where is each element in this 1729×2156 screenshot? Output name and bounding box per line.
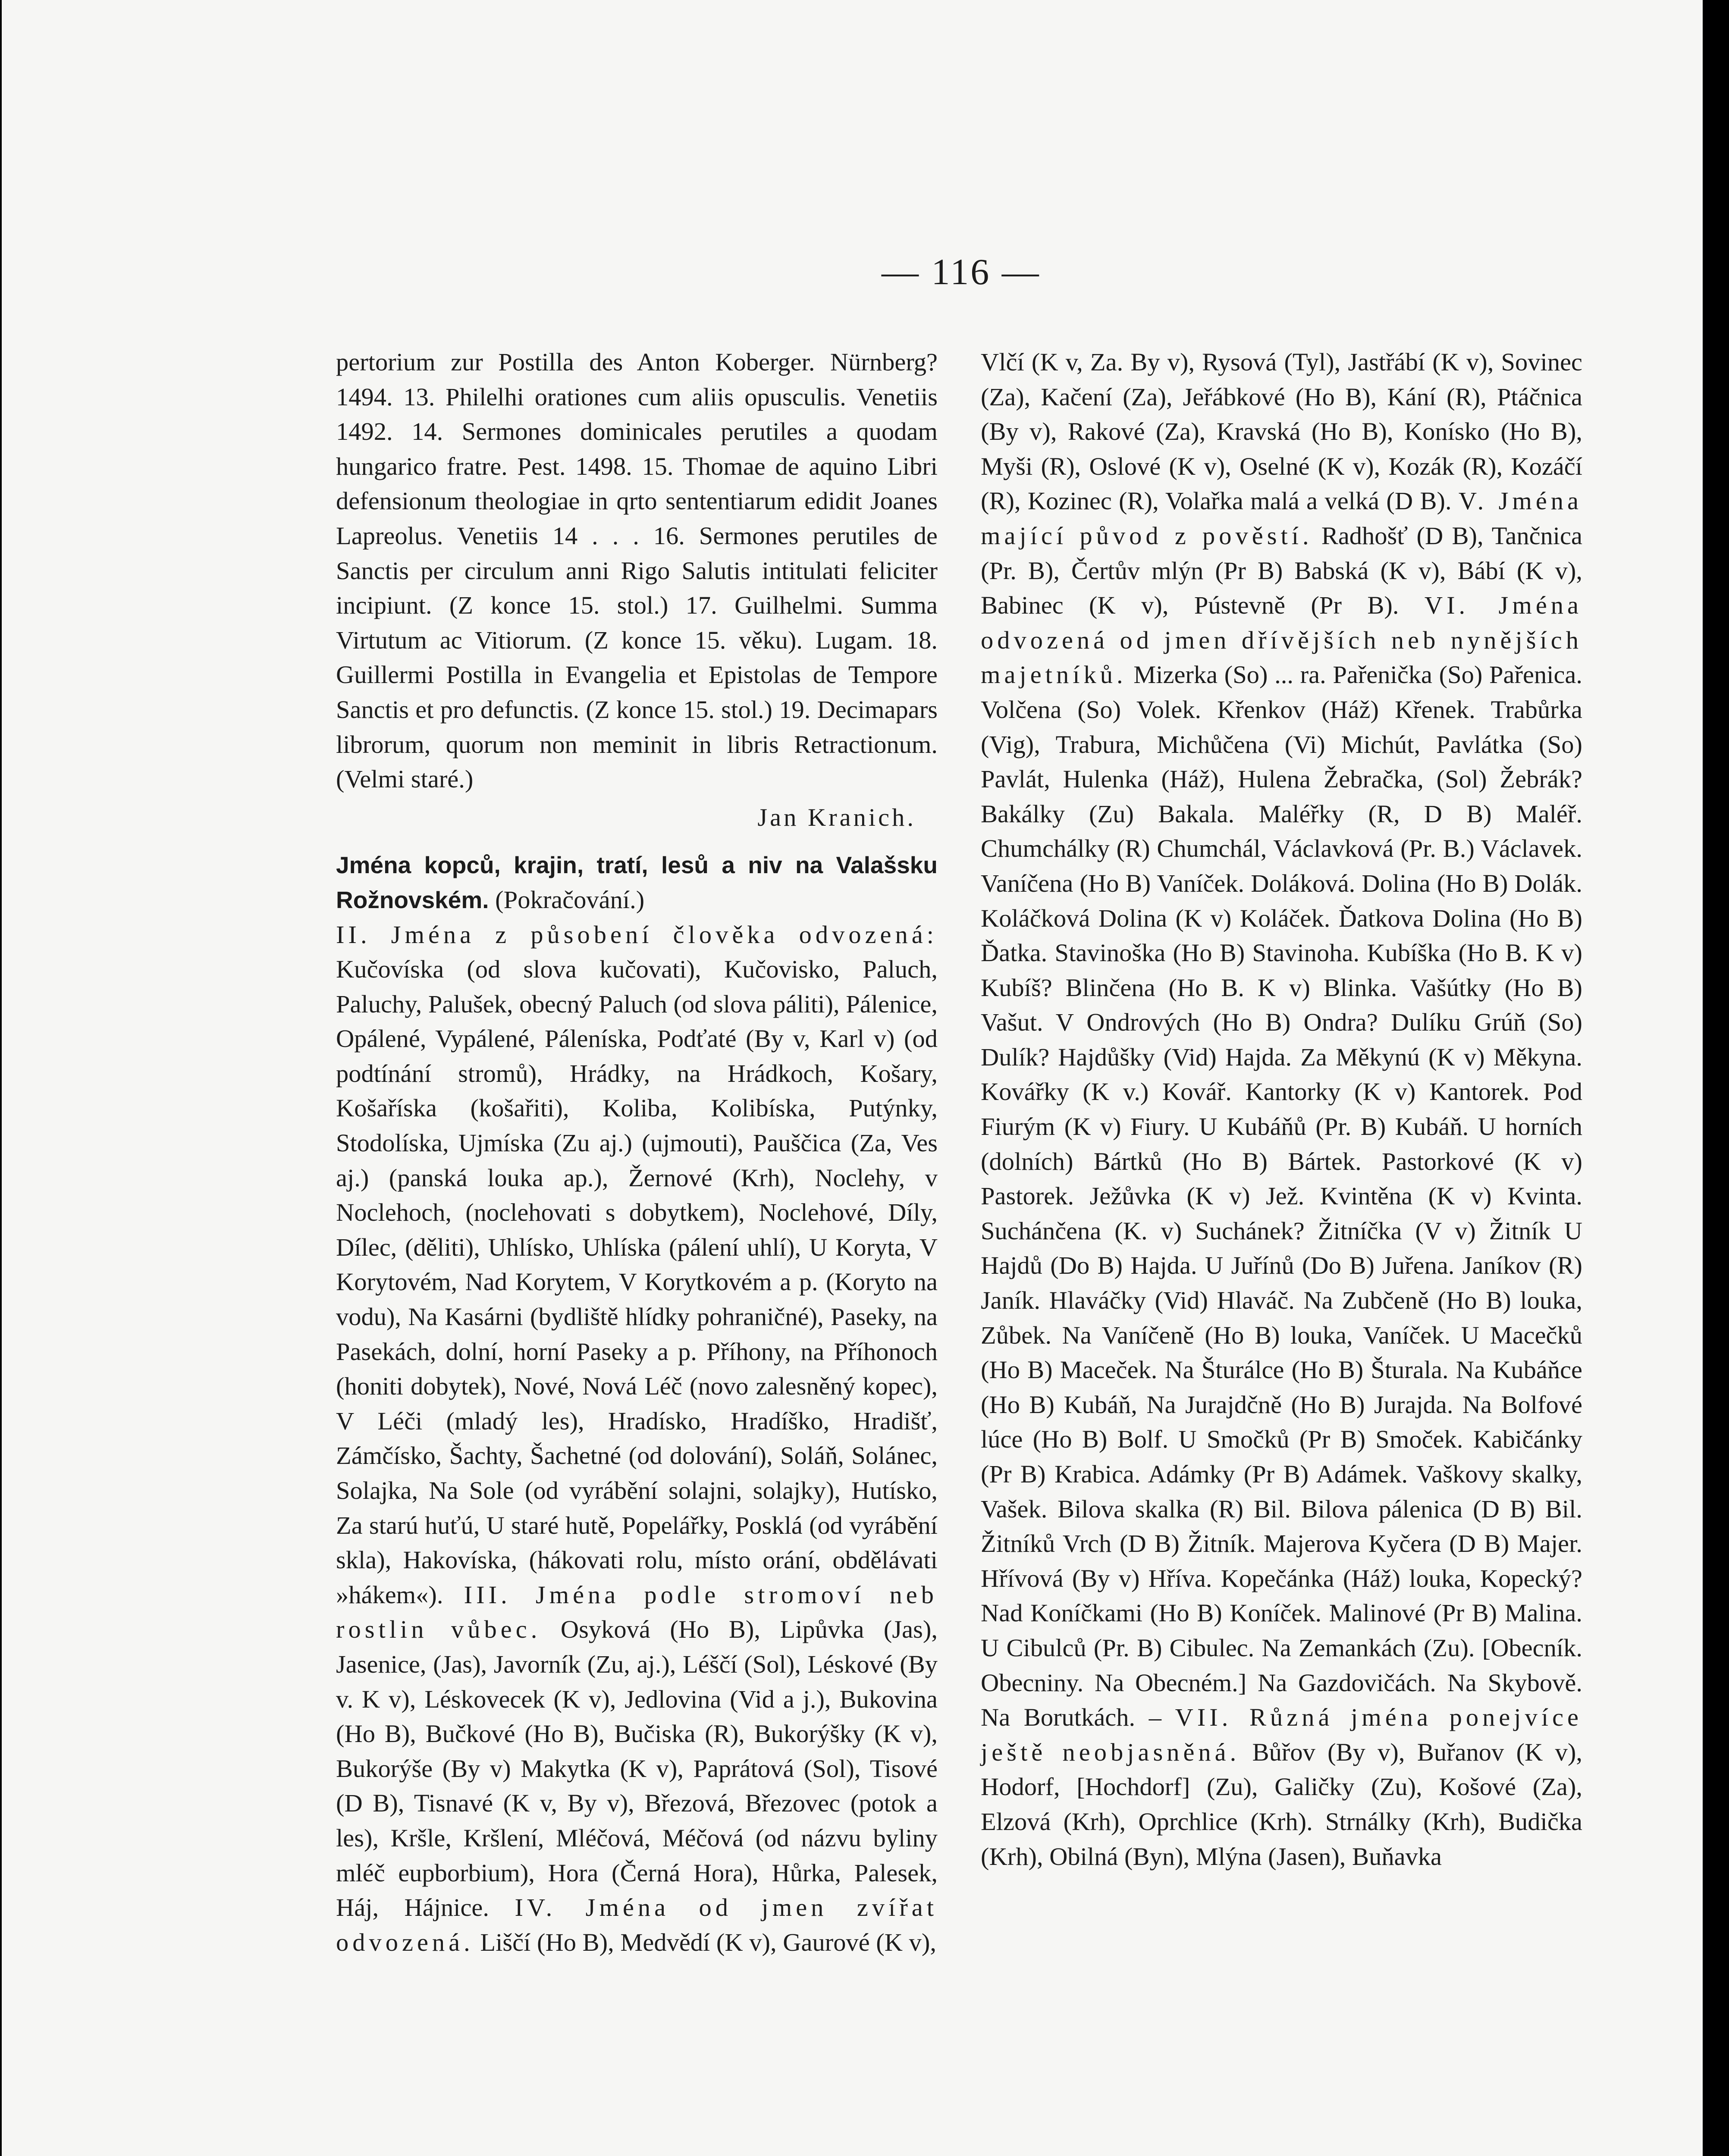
page bbox=[2, 0, 1703, 2156]
article-title: Jména kopců, krajin, tratí, lesů a niv na Valašsku Rožnovském. bbox=[336, 852, 938, 913]
author-signature: Jan Kranich. bbox=[757, 803, 916, 831]
section-5-head: V. Jména mající původ z pověstí. bbox=[981, 487, 1583, 550]
section-5-text: Radhošť (D B), Tančnica (Pr. B), Čertův mlýn (Pr B) Babská (K v), Bábí (K v), Babinec (K v), Pústevně (Pr B). bbox=[981, 521, 1582, 620]
section-4-6-paragraph bbox=[981, 345, 1582, 1874]
page-number: — 116 — bbox=[882, 251, 1041, 292]
section-heading-paragraph bbox=[336, 848, 938, 917]
left-column bbox=[336, 345, 938, 1960]
section-2-text: Kučovíska (od slova kučovati), Kučovisko, Paluch, Paluchy, Palušek, obecný Paluch (od slova páliti), Pálenice, Opálené, Vypálené, Páleníska, Podťaté (By v, Karl v) (od podtínání stromů), Hrádky, na Hrádkoch, Košary, Košaříska (košařiti), Koliba, Kolibíska, Putýnky, Stodolíska, Ujmíska (Zu aj.) (ujmouti), Pauščica (Za, Ves aj.) (panská louka ap.), Žernové (Krh), Noclehy, v Noclehoch, (noclehovati s dobytkem), Noclehové, Díly, Dílec, (děliti), Uhlísko, Uhlíska (pálení uhlí), U Koryta, V Korytovém, Nad Korytem, V Korytkovém a p. (Koryto na vodu), Na Kasárni (bydliště hlídky pohraničné), Paseky, na Pasekách, dolní, horní Paseky a p. Příhony, na Příhonoch (honiti dobytek), Nové, Nová Léč (novo zalesněný kopec), V Léči (mladý les), Hradísko, Hradíško, Hradišť, Zámčísko, Šachty, Šachetné (od dolování), Soláň, Solánec, Solajka, Na Sole (od vyrábění solajni, solajky), Hutísko, Za starú huťú, U staré hutě, Popelářky, Posklá (od vyrábění skla), Hakovíska, (hákovati rolu, místo orání, obdělávati »hákem«). bbox=[336, 955, 938, 1609]
article-continued: (Pokračování.) bbox=[495, 885, 645, 914]
section-4-head: IV. Jména od jmen zvířat odvozená. bbox=[336, 1893, 938, 1956]
section-2-head: II. Jména z působení člověka odvozená: bbox=[336, 920, 938, 949]
section-6-head: VI. Jména odvozená od jmen dřívějších neb nynějších majetníků. bbox=[981, 591, 1582, 689]
section-7-head: VII. Různá jména ponejvíce ještě neobjasněná. bbox=[981, 1703, 1582, 1766]
catalog-paragraph: pertorium zur Postilla des Anton Koberger. Nürnberg? 1494. 13. Philelhi orationes cum aliis opusculis. Venetiis 1492. 14. Sermones dominicales perutiles a quodam hungarico fratre. Pest. 1498. 15. Thomae de aquino Libri defensionum theologiae in qrto sententiarum edidit Joanes Lapreolus. Venetiis 14 . . . 16. Sermones perutiles de Sanctis per circulum anni Rigo Salutis intitulati feliciter incipiunt. (Z konce 15. stol.) 17. Guilhelmi. Summa Virtutum ac Vitiorum. (Z konce 15. věku). Lugam. 18. Guillermi Postilla in Evangelia et Epistolas de Tempore Sanctis et pro defunctis. (Z konce 15. stol.) 19. Decimapars librorum, quorum non meminit in libris Retractionum. (Velmi staré.) bbox=[336, 348, 938, 793]
section-3-head: III. Jména podle stromoví neb rostlin vůbec. bbox=[336, 1580, 938, 1644]
section-4-continued: Vlčí (K v, Za. By v), Rysová (Tyl), Jastřábí (K v), Sovinec (Za), Kačení (Za), Jeřábkové (Ho B), Kání (R), Ptáčnica (By v), Rakové (Za), Kravská (Ho B), Konísko (Ho B), Myši (R), Oslové (K v), Oselné (K v), Kozák (R), Kozáčí (R), Kozinec (R), Volařka malá a velká (D B). bbox=[981, 348, 1582, 515]
section-7-text: Bůřov (By v), Buřanov (K v), Hodorf, [Hochdorf] (Zu), Galičky (Zu), Košové (Za), Elzová (Krh), Oprchlice (Krh). Strnálky (Krh), Budička (Krh), Obilná (Byn), Mlýna (Jasen), Buňavka bbox=[981, 1738, 1583, 1871]
section-6-text: Mizerka (So) ... ra. Pařenička (So) Pařenica. Volčena (So) Volek. Křenkov (Háž) Křenek. Trabůrka (Vig), Trabura, Michůčena (Vi) Michút, Pavlátka (So) Pavlát, Hulenka (Háž), Hulena Žebračka, (Sol) Žebrák? Bakálky (Zu) Bakala. Maléřky (R, D B) Maléř. Chumchálky (R) Chumchál, Václavková (Pr. B.) Václavek. Vaníčena (Ho B) Vaníček. Doláková. Dolina (Ho B) Dolák. Koláčková Dolina (K v) Koláček. Ďatkova Dolina (Ho B) Ďatka. Stavinoška (Ho B) Stavinoha. Kubíška (Ho B. K v) Kubíš? Blinčena (Ho B. K v) Blinka. Vašútky (Ho B) Vašut. V Ondrových (Ho B) Ondra? Dulíku Grúň (So) Dulík? Hajdůšky (Vid) Hajda. Za Měkynú (K v) Měkyna. Kovářky (K v.) Kovář. Kantorky (K v) Kantorek. Pod Fiurým (K v) Fiury. U Kubáňů (Pr. B) Kubáň. U horních (dolních) Bártků (Ho B) Bártek. Pastorkové (K v) Pastorek. Ježůvka (K v) Jež. Kvintěna (K v) Kvinta. Suchánčena (K. v) Suchánek? Žitníčka (V v) Žitník U Hajdů (Do B) Hajda. U Juřínů (Do B) Juřena. Janíkov (R) Janík. Hlaváčky (Vid) Hlaváč. Na Zubčeně (Ho B) louka, Zůbek. Na Vaníčeně (Ho B) louka, Vaníček. U Macečků (Ho B) Maceček. Na Šturálce (Ho B) Šturala. Na Kubáňce (Ho B) Kubáň, Na Jurajdčně (Ho B) Jurajda. Na Bolfové lúce (Ho B) Bolf. U Smočků (Pr B) Smoček. Kabičánky (Pr B) Krabica. Adámky (Pr B) Adámek. Vaškovy skalky, Vašek. Bilova skalka (R) Bil. Bilova pálenica (D B) Bil. Žitníků Vrch (D B) Žitník. Majerova Kyčera (D B) Majer. Hřívová (By v) Hříva. Kopečánka (Háž) louka, Kopecký? Nad Koníčkami (Ho B) Koníček. Malinové (Pr B) Malina. U Cibulců (Pr. B) Cibulec. Na Zemankách (Zu). [Obecník. Obecniny. Na Obecném.] Na Gazdovičách. Na Skybově. Na Borutkách. – bbox=[981, 661, 1583, 1732]
right-column bbox=[981, 345, 1582, 1874]
section-4-text: Liščí (Ho B), Medvědí (K v), Gaurové (K v), bbox=[480, 1928, 937, 1956]
section-3-text: Osyková (Ho B), Lipůvka (Jas), Jasenice, (Jas), Javorník (Zu, aj.), Léščí (Sol), Léskové (By v. K v), Léskovecek (K v), Jedlovina (Vid a j.), Bukovina (Ho B), Bučkové (Ho B), Bučiska (R), Bukorýšky (K v), Bukorýše (By v) Makytka (K v), Paprátová (Sol), Tisové (D B), Tisnavé (K v, By v), Březová, Březovec (potok a les), Kršle, Kršlení, Mléčová, Méčová (od názvu byliny mléč eupborbium), Hora (Černá Hora), Hůrka, Palesek, Háj, Hájnice. bbox=[336, 1615, 938, 1922]
section-2-paragraph bbox=[336, 918, 938, 1960]
